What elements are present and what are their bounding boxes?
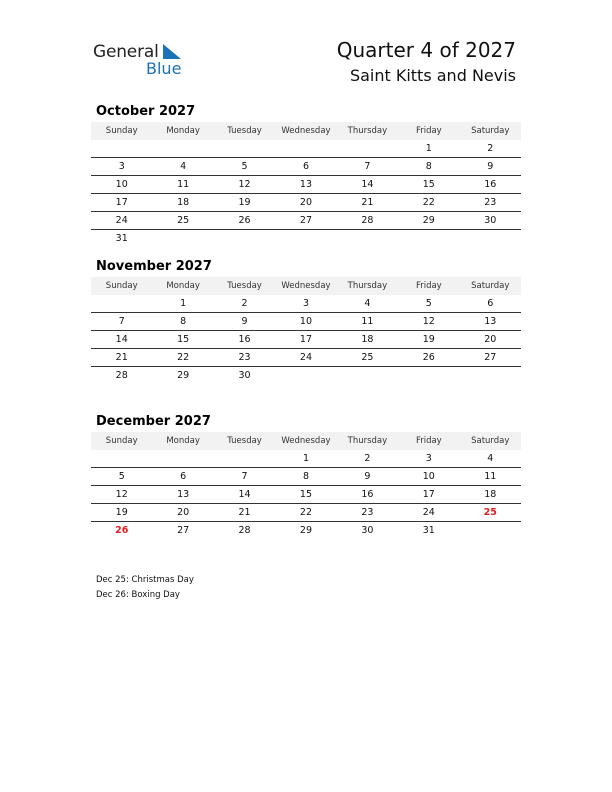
day-cell [152, 230, 213, 248]
day-cell: 9 [214, 313, 275, 331]
day-cell: 5 [91, 468, 152, 486]
weekday-header: Wednesday [275, 432, 336, 450]
day-cell: 7 [337, 158, 398, 176]
day-cell: 7 [214, 468, 275, 486]
day-cell: 28 [115, 370, 128, 381]
day-cell: 21 [214, 504, 275, 522]
holiday-note: Dec 26: Boxing Day [96, 590, 180, 600]
day-cell: 10 [398, 468, 459, 486]
day-cell: 6 [460, 295, 521, 313]
weekday-header: Wednesday [275, 122, 336, 140]
day-cell: 13 [152, 486, 213, 504]
day-cell [275, 230, 336, 248]
day-cell: 17 [91, 194, 152, 212]
day-cell: 4 [337, 295, 398, 313]
day-cell: 17 [398, 486, 459, 504]
weekday-header: Sunday [91, 122, 152, 140]
day-cell: 9 [460, 158, 521, 176]
day-cell: 20 [275, 194, 336, 212]
day-cell [398, 230, 459, 248]
day-cell: 23 [460, 194, 521, 212]
day-cell: 25 [337, 349, 398, 367]
logo-triangle-icon [161, 44, 183, 60]
day-cell: 31 [422, 525, 435, 536]
weekday-header: Saturday [460, 122, 521, 140]
day-cell: 18 [460, 486, 521, 504]
day-cell: 28 [238, 525, 251, 536]
day-cell [152, 450, 213, 468]
day-cell: 10 [275, 313, 336, 331]
weekday-header: Friday [398, 277, 459, 295]
day-cell: 20 [152, 504, 213, 522]
weekday-header: Monday [152, 122, 213, 140]
day-cell: 6 [275, 158, 336, 176]
day-cell: 20 [460, 331, 521, 349]
day-cell: 5 [214, 158, 275, 176]
day-cell [337, 140, 398, 158]
logo [93, 42, 193, 82]
day-cell: 15 [152, 331, 213, 349]
day-cell: 29 [299, 525, 313, 536]
day-cell: 2 [214, 295, 275, 313]
day-cell: 28 [337, 212, 398, 230]
day-cell [214, 450, 275, 468]
day-cell: 24 [398, 504, 459, 522]
logo-blue-text: Blue [146, 59, 182, 78]
week-row [91, 468, 521, 486]
weekday-header: Tuesday [214, 432, 275, 450]
weekday-header: Thursday [337, 122, 398, 140]
day-cell [152, 140, 213, 158]
day-cell [214, 230, 275, 248]
week-row [91, 212, 521, 230]
day-cell: 13 [460, 313, 521, 331]
day-cell: 8 [275, 468, 336, 486]
day-cell [275, 367, 336, 385]
month-november [91, 257, 521, 384]
month-december [91, 412, 521, 539]
weekday-header: Thursday [337, 277, 398, 295]
month-title: November 2027 [96, 259, 212, 274]
day-cell: 3 [398, 450, 459, 468]
weekday-header: Wednesday [275, 277, 336, 295]
day-cell: 30 [460, 212, 521, 230]
day-cell [91, 450, 152, 468]
day-cell: 3 [91, 158, 152, 176]
day-cell: 25 [152, 212, 213, 230]
day-cell: 21 [91, 349, 152, 367]
day-cell [398, 367, 459, 385]
day-cell: 4 [152, 158, 213, 176]
day-cell: 12 [214, 176, 275, 194]
calendar-table [91, 122, 521, 247]
day-cell: 4 [460, 450, 521, 468]
day-cell: 13 [275, 176, 336, 194]
weekday-header: Friday [398, 122, 459, 140]
day-cell: 30 [361, 525, 374, 536]
day-cell: 5 [398, 295, 459, 313]
day-cell: 19 [214, 194, 275, 212]
day-cell: 6 [152, 468, 213, 486]
day-cell: 14 [91, 331, 152, 349]
day-cell: 27 [177, 525, 190, 536]
day-cell: 18 [152, 194, 213, 212]
day-cell: 24 [91, 212, 152, 230]
day-cell: 21 [337, 194, 398, 212]
day-cell: 22 [275, 504, 336, 522]
day-cell: 11 [152, 176, 213, 194]
week-row [91, 313, 521, 331]
week-row [91, 295, 521, 313]
month-title: December 2027 [96, 414, 211, 429]
week-row [91, 140, 521, 158]
day-cell: 19 [398, 331, 459, 349]
week-row [91, 349, 521, 367]
week-row [91, 158, 521, 176]
day-cell: 16 [337, 486, 398, 504]
weekday-header: Tuesday [214, 122, 275, 140]
weekday-header: Monday [152, 277, 213, 295]
day-cell: 9 [337, 468, 398, 486]
week-row [91, 450, 521, 468]
day-cell: 11 [337, 313, 398, 331]
day-cell: 3 [275, 295, 336, 313]
day-cell: 23 [337, 504, 398, 522]
day-cell [275, 140, 336, 158]
day-cell: 15 [398, 176, 459, 194]
day-cell [460, 522, 521, 540]
day-cell: 31 [115, 233, 128, 244]
day-cell: 27 [460, 349, 521, 367]
day-cell: 16 [460, 176, 521, 194]
day-cell: 25 [460, 504, 521, 522]
day-cell: 23 [214, 349, 275, 367]
weekday-header: Friday [398, 432, 459, 450]
day-cell: 1 [275, 450, 336, 468]
day-cell: 10 [91, 176, 152, 194]
month-title: October 2027 [96, 104, 196, 119]
day-cell [460, 230, 521, 248]
calendar-table [91, 277, 521, 384]
week-row [91, 486, 521, 504]
weekday-header: Thursday [337, 432, 398, 450]
day-cell: 17 [275, 331, 336, 349]
day-cell: 1 [152, 295, 213, 313]
weekday-header: Sunday [91, 432, 152, 450]
day-cell: 26 [115, 525, 129, 536]
week-row [91, 230, 521, 248]
week-row [91, 176, 521, 194]
day-cell [91, 140, 152, 158]
page-title: Quarter 4 of 2027 [336, 38, 516, 62]
weekday-header: Saturday [460, 432, 521, 450]
day-cell: 2 [337, 450, 398, 468]
day-cell: 22 [398, 194, 459, 212]
day-cell: 26 [214, 212, 275, 230]
day-cell: 1 [398, 140, 459, 158]
day-cell: 19 [91, 504, 152, 522]
day-cell: 2 [460, 140, 521, 158]
week-row [91, 522, 521, 540]
day-cell: 24 [275, 349, 336, 367]
day-cell: 8 [398, 158, 459, 176]
day-cell: 8 [152, 313, 213, 331]
weekday-header: Tuesday [214, 277, 275, 295]
day-cell [214, 140, 275, 158]
day-cell: 14 [214, 486, 275, 504]
logo-general-text: General [93, 42, 159, 62]
day-cell: 7 [91, 313, 152, 331]
calendar-table [91, 432, 521, 539]
day-cell: 18 [337, 331, 398, 349]
page-subtitle: Saint Kitts and Nevis [349, 66, 516, 85]
day-cell: 29 [177, 370, 190, 381]
day-cell: 12 [398, 313, 459, 331]
weekday-header: Sunday [91, 277, 152, 295]
month-october [91, 102, 521, 247]
week-row [91, 367, 521, 385]
day-cell: 11 [460, 468, 521, 486]
day-cell [460, 367, 521, 385]
day-cell: 14 [337, 176, 398, 194]
day-cell: 12 [91, 486, 152, 504]
day-cell: 30 [238, 370, 251, 381]
day-cell: 29 [398, 212, 459, 230]
day-cell: 22 [152, 349, 213, 367]
holiday-notes [96, 573, 194, 603]
holiday-note: Dec 25: Christmas Day [96, 575, 194, 585]
week-row [91, 504, 521, 522]
day-cell: 26 [398, 349, 459, 367]
day-cell: 27 [275, 212, 336, 230]
day-cell [337, 367, 398, 385]
weekday-header: Saturday [460, 277, 521, 295]
week-row [91, 194, 521, 212]
week-row [91, 331, 521, 349]
day-cell [337, 230, 398, 248]
weekday-header: Monday [152, 432, 213, 450]
day-cell: 15 [275, 486, 336, 504]
day-cell: 16 [214, 331, 275, 349]
day-cell [91, 295, 152, 313]
